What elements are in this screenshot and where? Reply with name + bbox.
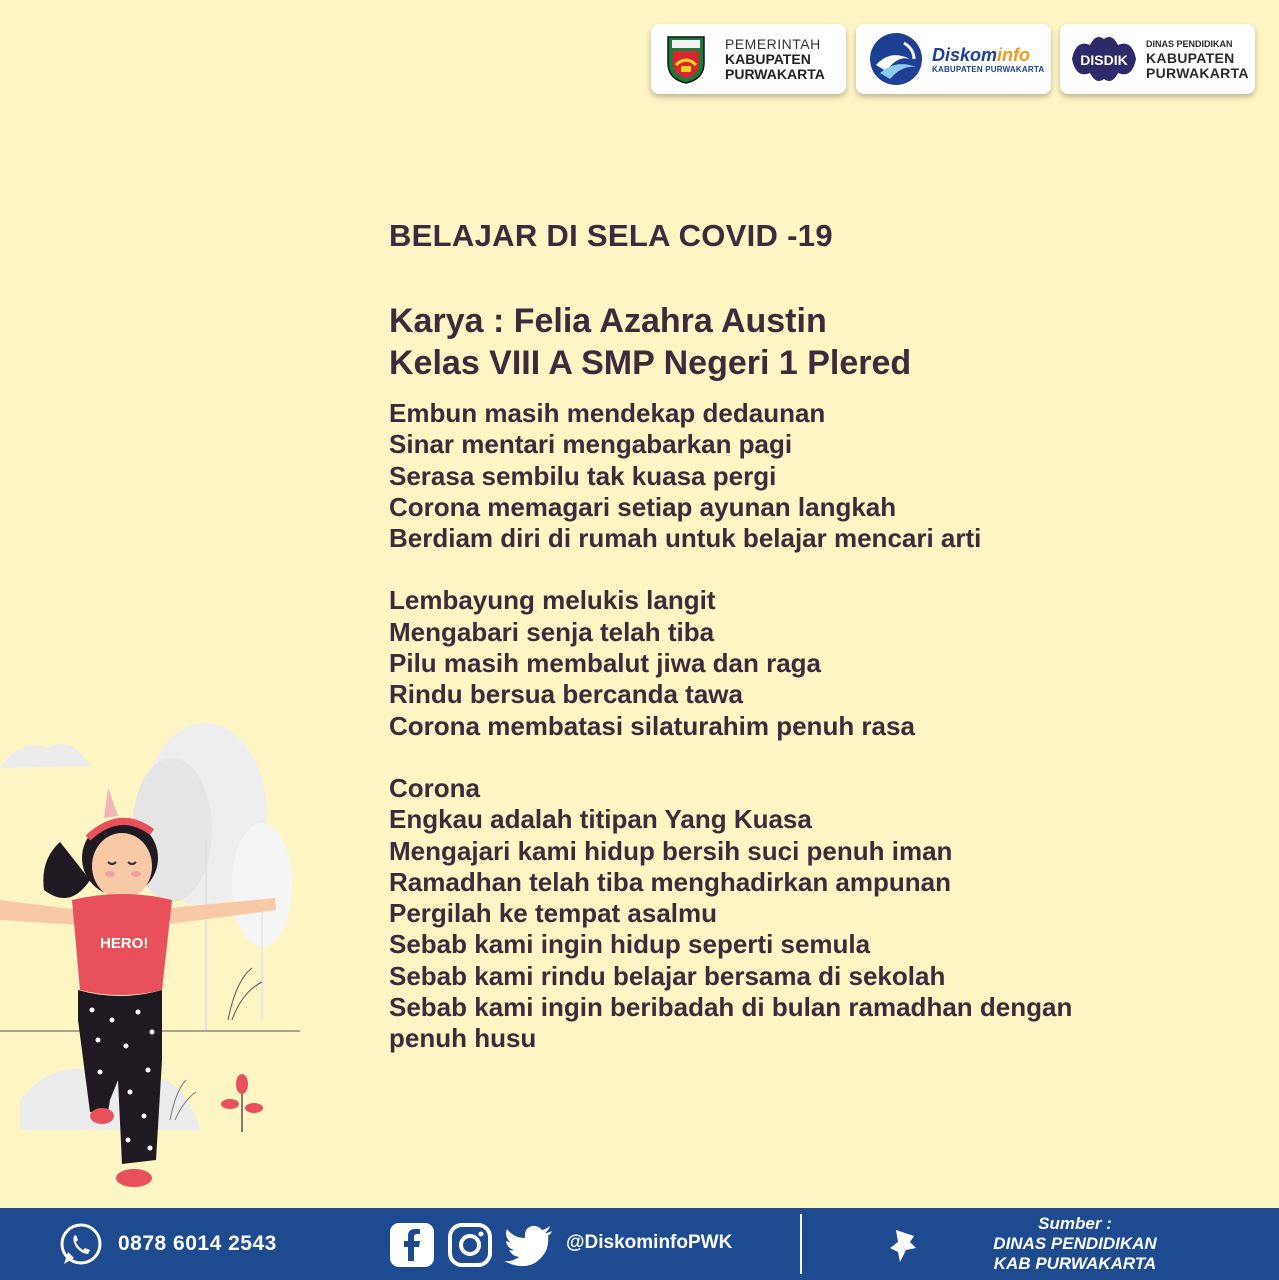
poem-line: Corona membatasi silaturahim penuh rasa — [389, 710, 915, 741]
poem-line: Sinar mentari mengabarkan pagi — [389, 429, 793, 460]
disdik-mark-text: DISDIK — [1080, 52, 1128, 68]
pemkab-line3: PURWAKARTA — [725, 65, 825, 82]
diskominfo-wave-icon — [864, 29, 928, 89]
poem-line: Corona memagari setiap ayunan langkah — [389, 491, 897, 522]
girl-illustration — [0, 720, 310, 1210]
poem-line: Mengabari senja telah tiba — [389, 616, 715, 647]
poem-author: Karya : Felia Azahra Austin — [389, 302, 827, 340]
source-label: Sumber : — [1038, 1214, 1112, 1233]
twitter-icon[interactable] — [502, 1221, 556, 1269]
poem-line: Sebab kami ingin hidup seperti semula — [389, 929, 871, 960]
diskominfo-name: Diskominfo — [932, 44, 1031, 65]
poem-line: Mengajari kami hidup bersih suci penuh iman — [389, 835, 953, 866]
phone-number[interactable]: 0878 6014 2543 — [118, 1232, 277, 1255]
facebook-icon[interactable] — [388, 1221, 436, 1269]
poem-line: Lembayung melukis langit — [389, 585, 716, 616]
disdik-line2: KABUPATEN — [1146, 49, 1235, 66]
poem-line: Pergilah ke tempat asalmu — [389, 898, 718, 929]
source-line2: KAB PURWAKARTA — [993, 1254, 1157, 1273]
footer-bar — [0, 1208, 1279, 1280]
poem-line: Pilu masih membalut jiwa dan raga — [389, 648, 822, 679]
poem-line: Engkau adalah titipan Yang Kuasa — [389, 804, 812, 835]
disdik-emblem-icon — [1066, 31, 1142, 87]
stanza-3 — [389, 773, 1249, 1055]
disdik-logo-card — [1060, 24, 1255, 94]
poem-line: Sebab kami ingin beribadah di bulan ramadhan dengan — [389, 992, 1073, 1023]
social-handle[interactable]: @DiskominfoPWK — [566, 1232, 733, 1253]
pemkab-line1: PEMERINTAH — [725, 35, 821, 52]
pemkab-line2: KABUPATEN — [725, 50, 811, 67]
poem-line: penuh husu — [389, 1023, 537, 1054]
purwakarta-crest-icon — [665, 33, 707, 85]
poem-title: BELAJAR DI SELA COVID -19 — [389, 218, 833, 253]
poem-line: Serasa sembilu tak kuasa pergi — [389, 460, 777, 491]
source-line1: DINAS PENDIDIKAN — [993, 1234, 1157, 1253]
stanza-2 — [389, 585, 1249, 741]
poem-line: Berdiam diri di rumah untuk belajar mencari arti — [389, 523, 982, 554]
poem — [389, 218, 1249, 1055]
pemkab-logo-card — [651, 24, 846, 94]
disdik-line1: DINAS PENDIDIKAN — [1146, 38, 1233, 49]
shirt-text: HERO! — [100, 935, 149, 952]
disdik-line3: PURWAKARTA — [1146, 64, 1249, 81]
poem-line: Sebab kami rindu belajar bersama di sekolah — [389, 960, 946, 991]
whatsapp-icon[interactable] — [58, 1222, 104, 1268]
diskominfo-logo-card — [856, 24, 1051, 94]
poem-class: Kelas VIII A SMP Negeri 1 Plered — [389, 344, 912, 382]
stanza-1 — [389, 398, 1249, 554]
poem-byline — [389, 300, 1249, 384]
source-credit — [975, 1214, 1175, 1274]
poem-line: Corona — [389, 772, 480, 803]
poem-line: Embun masih mendekap dedaunan — [389, 398, 826, 428]
map-pin-icon — [886, 1228, 918, 1264]
diskominfo-sub: KABUPATEN PURWAKARTA — [932, 64, 1045, 74]
footer-divider — [800, 1214, 802, 1274]
poem-line: Rindu bersua bercanda tawa — [389, 679, 743, 710]
instagram-icon[interactable] — [446, 1221, 494, 1269]
poem-line: Ramadhan telah tiba menghadirkan ampunan — [389, 866, 951, 897]
